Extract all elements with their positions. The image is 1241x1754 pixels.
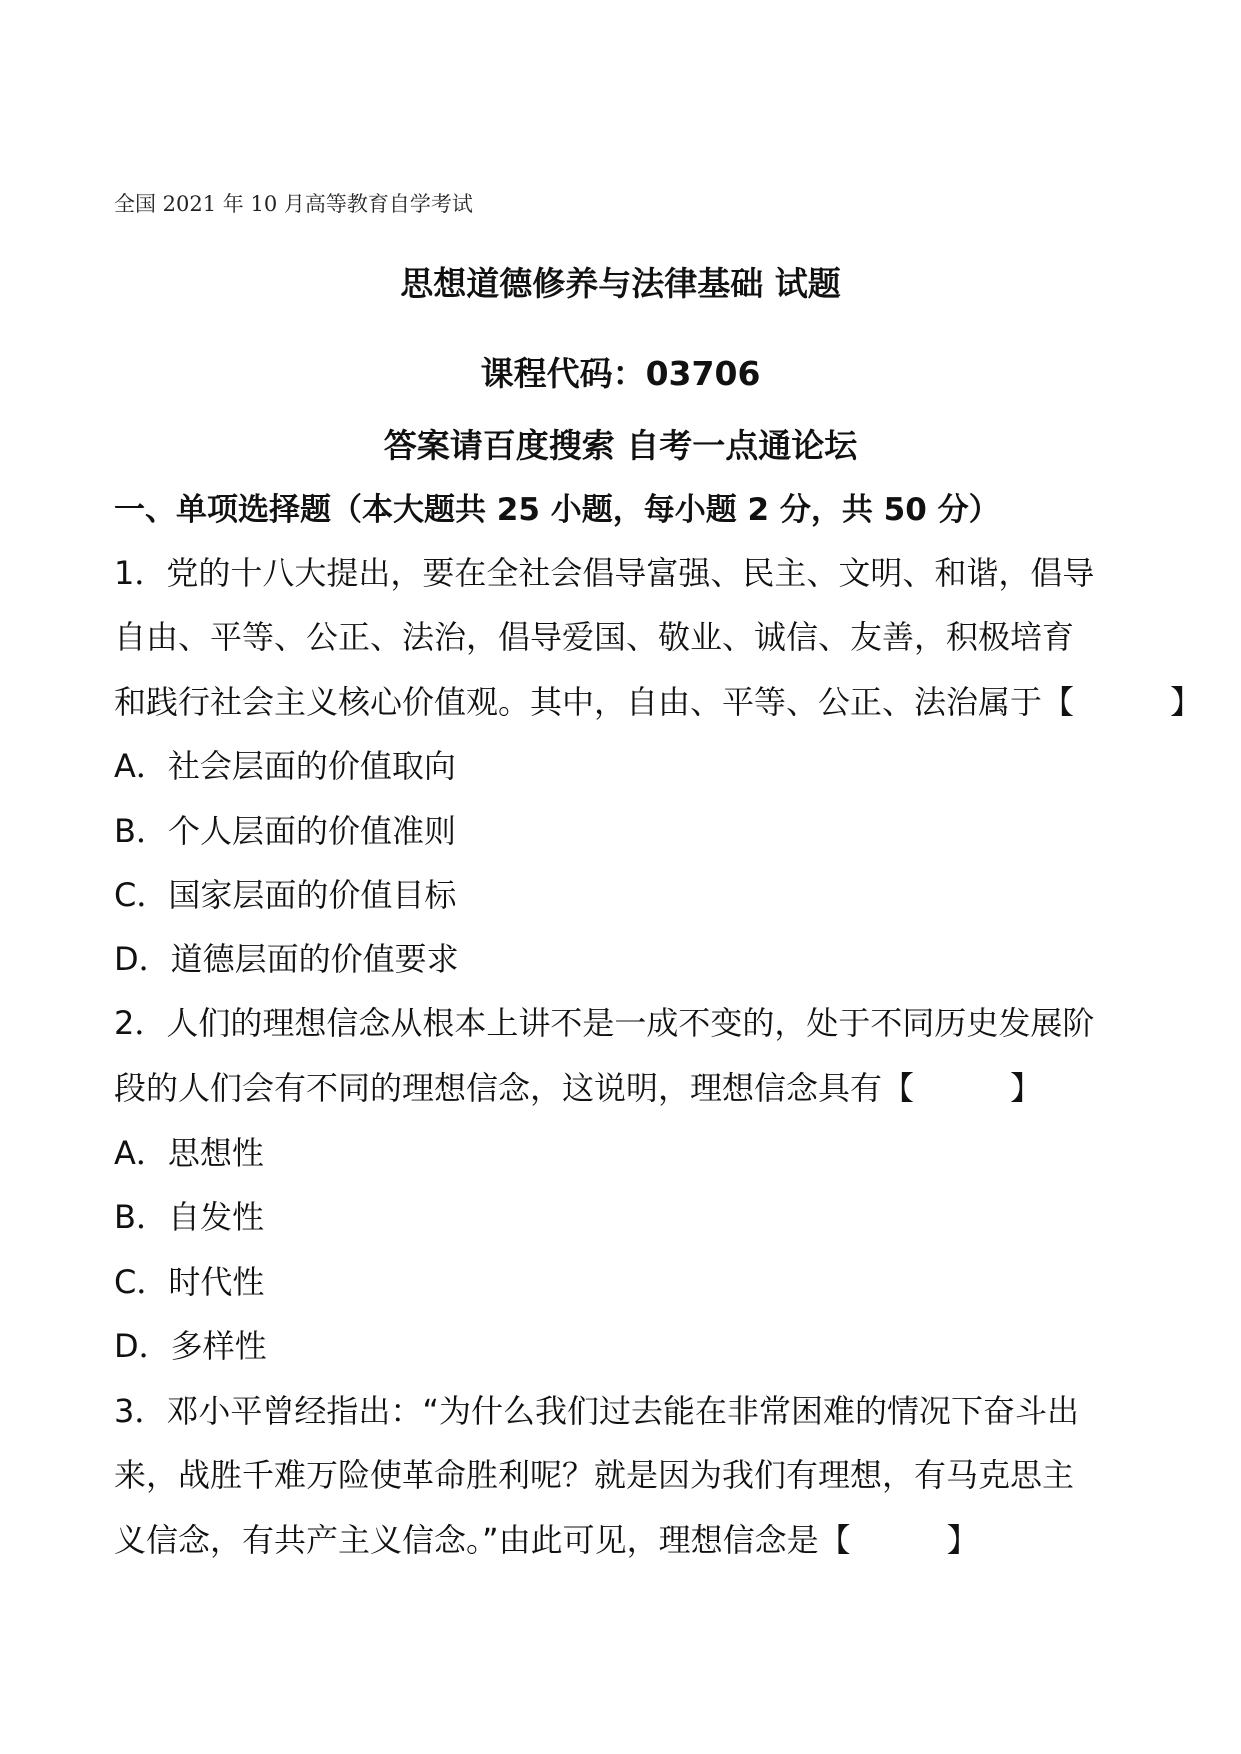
q2-option-a: A．思想性 bbox=[114, 1134, 264, 1172]
q1-line-2: 自由、平等、公正、法治，倡导爱国、敬业、诚信、友善，积极培育 bbox=[114, 618, 1075, 656]
q3-bracket-close: 】 bbox=[946, 1521, 979, 1559]
q1-line-1: 1．党的十八大提出，要在全社会倡导富强、民主、文明、和谐，倡导 bbox=[114, 554, 1095, 592]
q3-line-2: 来，战胜千难万险使革命胜利呢？就是因为我们有理想，有马克思主 bbox=[114, 1456, 1075, 1494]
section-heading: 一、单项选择题（本大题共 25 小题，每小题 2 分，共 50 分） bbox=[114, 492, 1000, 528]
q1-option-c: C．国家层面的价值目标 bbox=[114, 876, 457, 914]
q2-option-c: C．时代性 bbox=[114, 1263, 265, 1301]
q2-line-2-text: 段的人们会有不同的理想信念，这说明，理想信念具有【 bbox=[114, 1069, 915, 1107]
q1-line-3 bbox=[114, 677, 1202, 723]
exam-header: 全国 2021 年 10 月高等教育自学考试 bbox=[114, 192, 473, 216]
q1-option-b: B．个人层面的价值准则 bbox=[114, 812, 456, 850]
q2-bracket-close: 】 bbox=[1010, 1069, 1043, 1107]
q1-option-a: A．社会层面的价值取向 bbox=[114, 747, 456, 785]
answer-notice: 答案请百度搜索 自考一点通论坛 bbox=[383, 426, 858, 465]
q2-option-d: D．多样性 bbox=[114, 1327, 267, 1365]
q2-line-1: 2．人们的理想信念从根本上讲不是一成不变的，处于不同历史发展阶 bbox=[114, 1004, 1095, 1042]
q3-line-3-text: 义信念，有共产主义信念。”由此可见，理想信念是【 bbox=[114, 1521, 851, 1559]
q2-line-2 bbox=[114, 1063, 1042, 1109]
course-code: 课程代码：03706 bbox=[480, 354, 761, 393]
q3-line-3 bbox=[114, 1515, 979, 1561]
q1-line-3-text: 和践行社会主义核心价值观。其中，自由、平等、公正、法治属于【 bbox=[114, 683, 1075, 721]
q1-option-d: D．道德层面的价值要求 bbox=[114, 940, 459, 978]
q3-line-1: 3．邓小平曾经指出：“为什么我们过去能在非常困难的情况下奋斗出 bbox=[114, 1392, 1079, 1430]
q1-bracket-close: 】 bbox=[1170, 683, 1203, 721]
q2-option-b: B．自发性 bbox=[114, 1198, 264, 1236]
exam-title: 思想道德修养与法律基础 试题 bbox=[400, 264, 841, 303]
